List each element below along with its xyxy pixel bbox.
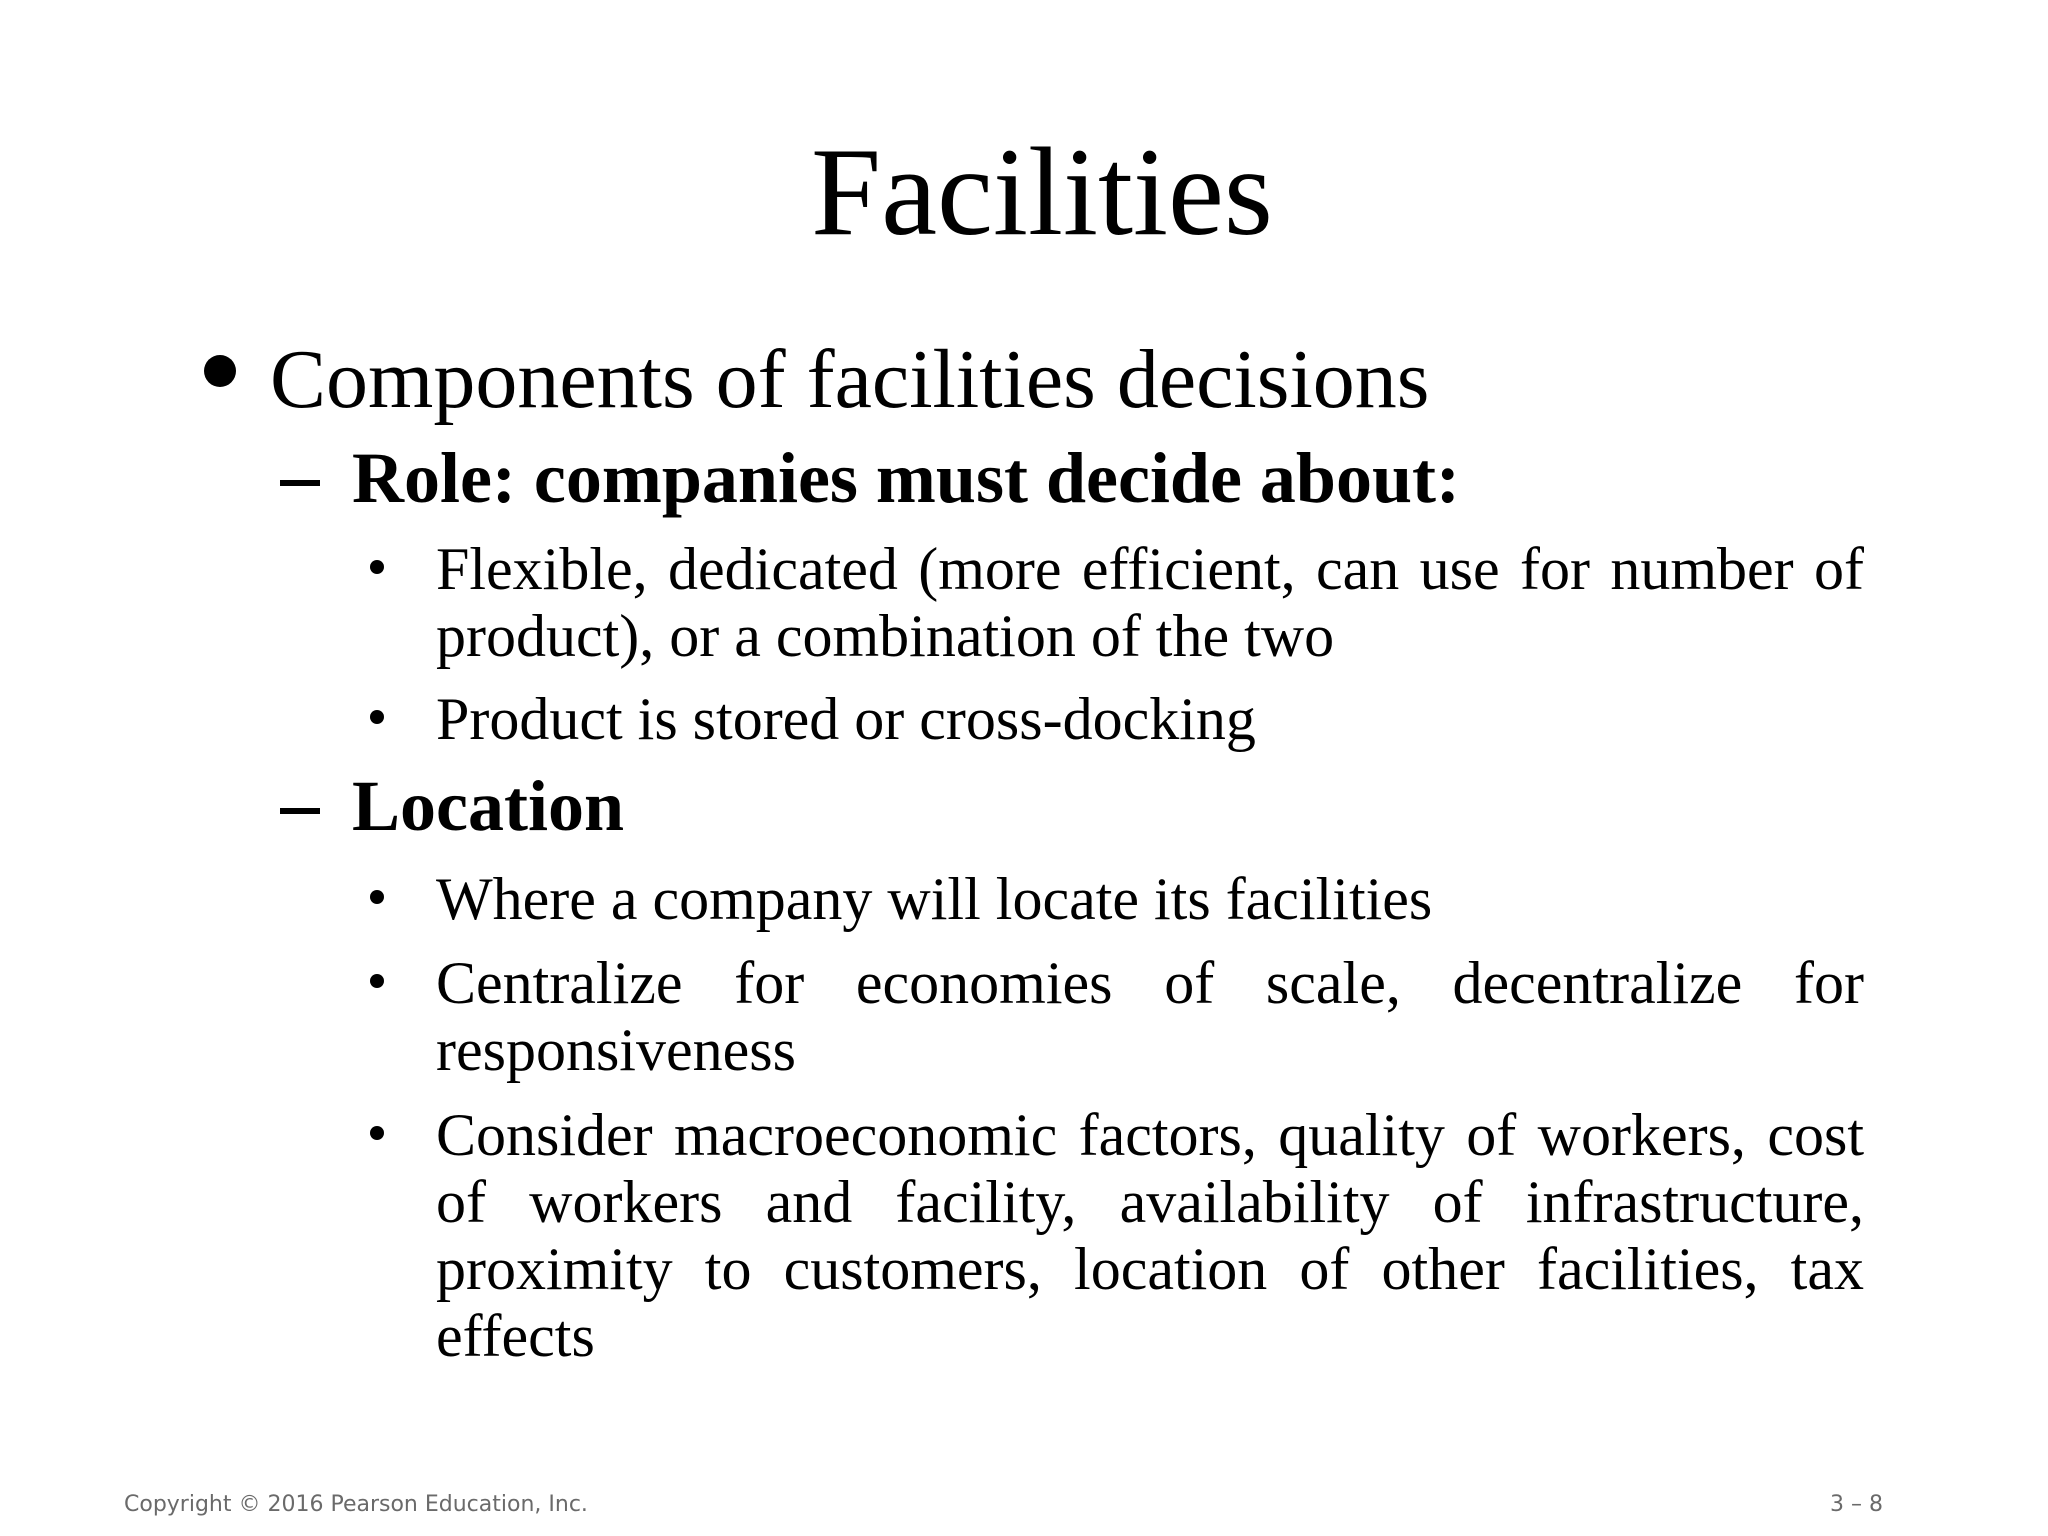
sub-bullet-dot-icon: [370, 710, 384, 724]
list-item: Product is stored or cross-docking: [436, 686, 1256, 752]
list-item: Consider macroeconomic factors, quality of workers, cost of workers and facility, availability of infrastructure, proximity to customers, location of other facilities, tax effects: [436, 1102, 1864, 1369]
page-number: 3 – 8: [1830, 1492, 1883, 1517]
list-item: Where a company will locate its facilities: [436, 866, 1433, 932]
sub-bullet-dot-icon: [370, 974, 384, 988]
sub-bullet-dot-icon: [370, 1126, 384, 1140]
sub-bullet-dot-icon: [370, 890, 384, 904]
list-item: Flexible, dedicated (more efficient, can use for number of product), or a combination of the two: [436, 536, 1864, 669]
slide-title: Facilities: [811, 123, 1273, 262]
bullet-dot-icon: [204, 355, 236, 387]
copyright-footer: Copyright © 2016 Pearson Education, Inc.: [124, 1492, 588, 1517]
sub-bullet-dot-icon: [370, 560, 384, 574]
list-item: Centralize for economies of scale, decentralize for responsiveness: [436, 950, 1864, 1083]
dash-icon: [280, 808, 320, 814]
main-bullet-text: Components of facilities decisions: [270, 333, 1430, 426]
section-heading-location: Location: [352, 766, 625, 846]
dash-icon: [280, 480, 320, 486]
section-heading-role: Role: companies must decide about:: [352, 438, 1460, 518]
